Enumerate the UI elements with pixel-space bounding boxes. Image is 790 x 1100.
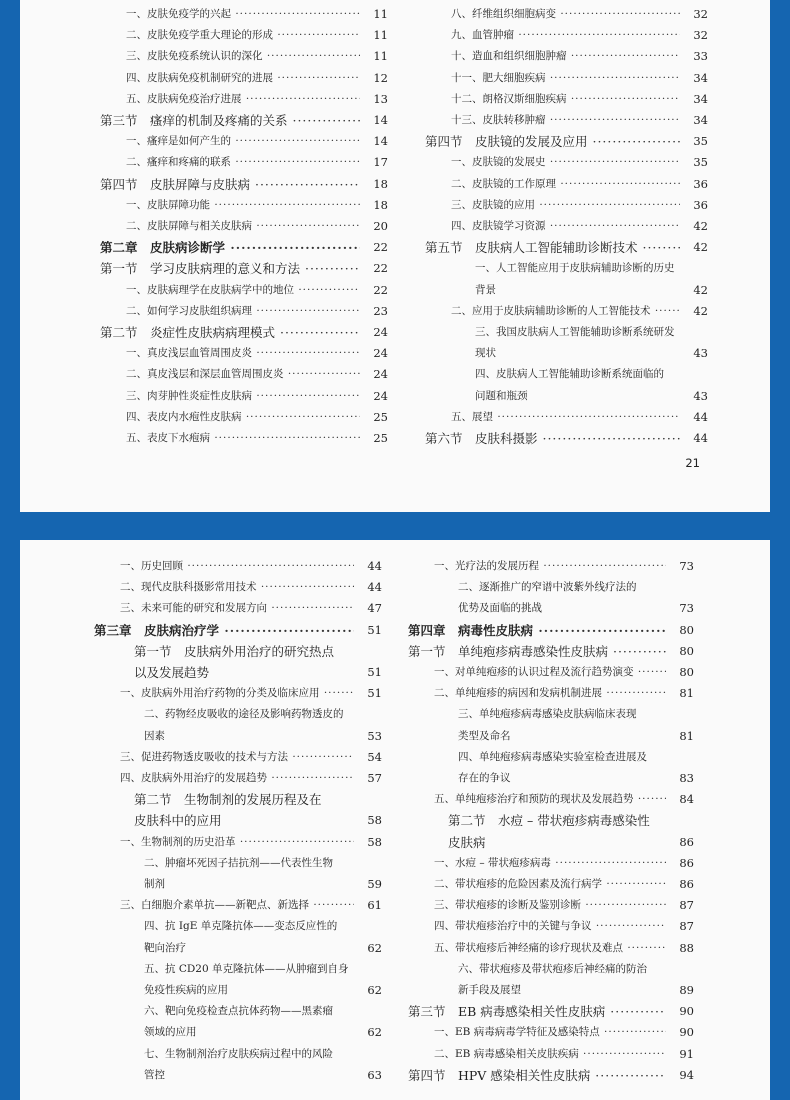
toc-entry-page: 47 bbox=[367, 601, 382, 616]
toc-entry-item bbox=[94, 1022, 382, 1043]
toc-entry-page: 89 bbox=[679, 983, 694, 997]
toc-entry-title: 一、水痘 – 带状疱疹病毒 ····· bbox=[408, 853, 666, 874]
toc-entry-item bbox=[94, 853, 382, 874]
toc-entry-title: 二、皮肤免疫学重大理论的形成 ····· bbox=[100, 25, 360, 46]
toc-entry-page: 18 bbox=[373, 197, 388, 212]
toc-entry-page: 14 bbox=[373, 134, 388, 149]
toc-entry-title: 四、抗 IgE 单克隆抗体——变态反应性的 bbox=[144, 920, 338, 933]
toc-entry-title: 三、皮肤镜的应用 ····· bbox=[425, 195, 680, 216]
toc-entry-title: 制剂 bbox=[144, 878, 165, 890]
toc-entry-title: 一、历史回顾 ····· bbox=[94, 556, 354, 577]
toc-entry-page: 24 bbox=[373, 346, 388, 361]
toc-entry-item bbox=[408, 1044, 694, 1065]
toc-entry-page: 84 bbox=[679, 792, 694, 807]
toc-entry-page: 51 bbox=[367, 665, 382, 679]
toc-entry-section bbox=[94, 789, 382, 810]
toc-entry-page: 43 bbox=[693, 346, 708, 361]
toc-entry-page: 36 bbox=[693, 176, 708, 191]
toc-entry-item bbox=[408, 874, 694, 895]
toc-entry-page: 12 bbox=[373, 70, 388, 85]
toc-entry-item bbox=[425, 46, 708, 67]
toc-entry-title: 第四节 HPV 感染相关性皮肤病 ····· bbox=[408, 1065, 666, 1086]
toc-entry-title: 第二节 水痘 – 带状疱疹病毒感染性 bbox=[448, 813, 650, 829]
toc-entry-section bbox=[94, 662, 382, 683]
toc-entry-item bbox=[408, 789, 694, 810]
toc-entry-section bbox=[408, 1001, 694, 1022]
toc-entry-page: 63 bbox=[367, 1067, 382, 1082]
toc-entry-item bbox=[100, 89, 388, 110]
toc-entry-title: 十三、皮肤转移肿瘤 ····· bbox=[425, 110, 680, 131]
toc-entry-page: 54 bbox=[367, 749, 382, 764]
toc-entry-page: 80 bbox=[679, 622, 694, 637]
toc-entry-title: 新手段及展望 bbox=[458, 984, 521, 996]
toc-entry-item bbox=[100, 195, 388, 216]
toc-entry-title: 五、带状疱疹后神经痛的诊疗现状及难点 ····· bbox=[408, 938, 666, 959]
toc-entry-page: 22 bbox=[373, 261, 388, 276]
toc-entry-item bbox=[408, 747, 694, 768]
toc-entry-section bbox=[94, 641, 382, 662]
toc-entry-item bbox=[408, 683, 694, 704]
toc-entry-section bbox=[408, 832, 694, 853]
toc-entry-page: 81 bbox=[679, 686, 694, 701]
toc-entry-title: 四、皮肤病免疫机制研究的进展 ····· bbox=[100, 68, 360, 89]
toc-entry-title: 一、皮肤病外用治疗药物的分类及临床应用 ····· bbox=[94, 683, 354, 704]
toc-entry-page: 80 bbox=[679, 665, 694, 679]
toc-entry-page: 25 bbox=[373, 409, 388, 424]
toc-entry-item bbox=[94, 1001, 382, 1022]
toc-entry-title: 三、促进药物透皮吸收的技术与方法 ····· bbox=[94, 747, 354, 768]
toc-entry-page: 11 bbox=[373, 28, 388, 43]
toc-entry-section bbox=[425, 237, 708, 258]
toc-entry-page: 58 bbox=[367, 813, 382, 828]
toc-entry-title: 一、生物制剂的历史沿革 ····· bbox=[94, 832, 354, 853]
toc-entry-page: 35 bbox=[693, 134, 708, 149]
toc-entry-title: 四、表皮内水疱性皮肤病 ····· bbox=[100, 407, 360, 428]
toc-entry-page: 14 bbox=[373, 113, 388, 127]
toc-entry-page: 22 bbox=[373, 282, 388, 297]
toc-entry-page: 53 bbox=[367, 728, 382, 743]
toc-entry-item bbox=[94, 726, 382, 747]
toc-entry-item bbox=[94, 704, 382, 725]
toc-entry-section bbox=[408, 641, 694, 662]
toc-entry-page: 20 bbox=[373, 219, 388, 233]
toc-entry-title: 三、白细胞介素单抗——新靶点、新选择 ····· bbox=[94, 895, 354, 916]
toc-entry-title: 一、人工智能应用于皮肤病辅助诊断的历史 bbox=[475, 262, 675, 275]
toc-entry-title: 类型及命名 bbox=[458, 729, 511, 742]
toc-entry-section bbox=[100, 258, 388, 279]
toc-entry-title: 五、皮肤病免疫治疗进展 ····· bbox=[100, 89, 360, 110]
toc-entry-title: 问题和瓶颈 bbox=[475, 389, 528, 402]
toc-entry-title: 三、带状疱疹的诊断及鉴别诊断 ····· bbox=[408, 895, 666, 916]
toc-entry-item bbox=[408, 768, 694, 789]
toc-entry-page: 42 bbox=[693, 219, 708, 233]
toc-entry-title: 四、带状疱疹治疗中的关键与争议 ····· bbox=[408, 916, 666, 937]
toc-entry-title: 一、皮肤镜的发展史 ····· bbox=[425, 152, 680, 173]
toc-entry-item bbox=[408, 853, 694, 874]
toc-entry-page: 42 bbox=[693, 303, 708, 318]
toc-entry-item bbox=[408, 959, 694, 980]
toc-entry-item bbox=[425, 89, 708, 110]
toc-entry-page: 62 bbox=[367, 940, 382, 955]
toc-entry-item bbox=[100, 25, 388, 46]
toc-entry-title: 第一节 单纯疱疹病毒感染性皮肤病 ····· bbox=[408, 641, 666, 662]
toc-page-upper bbox=[20, 0, 770, 512]
toc-entry-item bbox=[425, 152, 708, 173]
toc-entry-title: 第三节 EB 病毒感染相关性皮肤病 ····· bbox=[408, 1001, 666, 1022]
toc-entry-page: 32 bbox=[693, 7, 708, 21]
toc-entry-title: 第二节 生物制剂的发展历程及在 bbox=[134, 792, 322, 808]
toc-entry-item bbox=[100, 152, 388, 173]
toc-entry-page: 18 bbox=[373, 176, 388, 191]
toc-entry-title: 第四节 皮肤屏障与皮肤病 ····· bbox=[100, 174, 360, 195]
toc-entry-title: 皮肤病 bbox=[448, 834, 486, 850]
toc-entry-page: 83 bbox=[679, 771, 694, 785]
toc-entry-title: 一、瘙痒是如何产生的 ····· bbox=[100, 131, 360, 152]
toc-entry-title: 二、带状疱疹的危险因素及流行病学 ····· bbox=[408, 874, 666, 895]
toc-entry-item bbox=[94, 577, 382, 598]
toc-entry-page: 42 bbox=[693, 282, 708, 297]
toc-entry-title: 第三章 皮肤病治疗学 ····· bbox=[94, 620, 354, 641]
toc-entry-item bbox=[94, 556, 382, 577]
toc-entry-item bbox=[425, 364, 708, 385]
toc-entry-page: 44 bbox=[367, 580, 382, 595]
toc-entry-item bbox=[425, 407, 708, 428]
toc-entry-page: 35 bbox=[693, 155, 708, 170]
toc-entry-item bbox=[425, 386, 708, 407]
toc-entry-title: 第四节 皮肤镜的发展及应用 ····· bbox=[425, 131, 680, 152]
toc-entry-item bbox=[100, 280, 388, 301]
toc-entry-item bbox=[100, 386, 388, 407]
toc-entry-title: 三、未来可能的研究和发展方向 ····· bbox=[94, 598, 354, 619]
toc-entry-section bbox=[100, 110, 388, 131]
toc-entry-item bbox=[425, 216, 708, 237]
toc-entry-title: 十、造血和组织细胞肿瘤 ····· bbox=[425, 46, 680, 67]
toc-entry-section bbox=[408, 810, 694, 831]
toc-entry-page: 86 bbox=[679, 855, 694, 870]
toc-entry-title: 第六节 皮肤科摄影 ····· bbox=[425, 428, 680, 449]
toc-entry-item bbox=[100, 4, 388, 25]
toc-entry-title: 第一节 学习皮肤病理的意义和方法 ····· bbox=[100, 258, 360, 279]
toc-entry-title: 五、表皮下水疱病 ····· bbox=[100, 428, 360, 449]
toc-entry-page: 94 bbox=[679, 1067, 694, 1082]
toc-entry-title: 七、生物制剂治疗皮肤疾病过程中的风险 bbox=[144, 1047, 333, 1060]
toc-entry-page: 24 bbox=[373, 388, 388, 403]
toc-entry-item bbox=[94, 895, 382, 916]
toc-entry-page: 42 bbox=[693, 240, 708, 255]
toc-entry-title: 存在的争议 bbox=[458, 772, 511, 784]
toc-entry-page: 87 bbox=[679, 898, 694, 913]
toc-entry-item bbox=[100, 364, 388, 385]
toc-entry-item bbox=[100, 68, 388, 89]
toc-entry-item bbox=[100, 428, 388, 449]
toc-entry-title: 二、真皮浅层和深层血管周围皮炎 ····· bbox=[100, 364, 360, 385]
toc-entry-item bbox=[408, 704, 694, 725]
toc-entry-title: 二、肿瘤坏死因子拮抗剂——代表性生物 bbox=[144, 856, 333, 869]
toc-entry-page: 51 bbox=[367, 622, 382, 637]
toc-entry-item bbox=[425, 4, 708, 25]
toc-entry-title: 五、展望 ····· bbox=[425, 407, 680, 428]
toc-entry-page: 11 bbox=[373, 7, 388, 21]
toc-entry-title: 九、血管肿瘤 ····· bbox=[425, 25, 680, 46]
toc-entry-title: 六、带状疱疹及带状疱疹后神经痛的防治 bbox=[458, 962, 647, 975]
toc-entry-item bbox=[100, 301, 388, 322]
toc-entry-item bbox=[94, 874, 382, 895]
toc-entry-page: 32 bbox=[693, 28, 708, 43]
toc-entry-page: 44 bbox=[693, 409, 708, 424]
toc-entry-page: 88 bbox=[679, 940, 694, 955]
toc-entry-page: 24 bbox=[373, 367, 388, 382]
toc-entry-item bbox=[94, 1065, 382, 1086]
toc-entry-page: 11 bbox=[373, 49, 388, 64]
toc-entry-title: 靶向治疗 bbox=[144, 941, 186, 954]
toc-entry-item bbox=[425, 301, 708, 322]
toc-entry-title: 三、皮肤免疫系统认识的深化 ····· bbox=[100, 46, 360, 67]
toc-entry-title: 一、皮肤屏障功能 ····· bbox=[100, 195, 360, 216]
toc-entry-item bbox=[408, 598, 694, 619]
toc-entry-page: 91 bbox=[679, 1046, 694, 1061]
toc-entry-item bbox=[94, 832, 382, 853]
toc-entry-title: 领域的应用 bbox=[144, 1026, 197, 1039]
toc-entry-title: 二、现代皮肤科摄影常用技术 ····· bbox=[94, 577, 354, 598]
toc-entry-page: 43 bbox=[693, 388, 708, 403]
toc-entry-page: 17 bbox=[373, 155, 388, 170]
toc-entry-page: 90 bbox=[679, 1004, 694, 1019]
toc-entry-item bbox=[94, 683, 382, 704]
toc-entry-item bbox=[425, 322, 708, 343]
toc-entry-page: 34 bbox=[693, 70, 708, 85]
toc-entry-title: 管控 bbox=[144, 1068, 165, 1081]
toc-entry-page: 81 bbox=[679, 728, 694, 743]
toc-entry-title: 四、皮肤病人工智能辅助诊断系统面临的 bbox=[475, 368, 664, 381]
toc-entry-title: 十二、朗格汉斯细胞疾病 ····· bbox=[425, 89, 680, 110]
toc-entry-item bbox=[100, 407, 388, 428]
toc-entry-page: 34 bbox=[693, 91, 708, 106]
toc-entry-title: 六、靶向免疫检查点抗体药物——黑素瘤 bbox=[144, 1005, 333, 1018]
toc-entry-item bbox=[408, 916, 694, 937]
toc-entry-title: 第五节 皮肤病人工智能辅助诊断技术 ····· bbox=[425, 237, 680, 258]
toc-entry-page: 61 bbox=[367, 898, 382, 913]
toc-entry-item bbox=[408, 726, 694, 747]
toc-entry-item bbox=[425, 25, 708, 46]
toc-entry-page: 58 bbox=[367, 834, 382, 849]
toc-entry-title: 三、单纯疱疹病毒感染皮肤病临床表现 bbox=[458, 708, 637, 721]
toc-entry-item bbox=[408, 662, 694, 683]
toc-entry-title: 二、单纯疱疹的病因和发病机制进展 ····· bbox=[408, 683, 666, 704]
toc-entry-item bbox=[94, 938, 382, 959]
toc-entry-item bbox=[94, 768, 382, 789]
toc-entry-item bbox=[100, 46, 388, 67]
toc-entry-item bbox=[408, 980, 694, 1001]
toc-entry-page: 34 bbox=[693, 113, 708, 127]
toc-entry-item bbox=[408, 895, 694, 916]
toc-entry-title: 第二节 炎症性皮肤病病理模式 ····· bbox=[100, 322, 360, 343]
toc-entry-page: 62 bbox=[367, 1025, 382, 1040]
toc-entry-item bbox=[94, 980, 382, 1001]
toc-entry-title: 背景 bbox=[475, 283, 496, 296]
toc-entry-item bbox=[425, 110, 708, 131]
toc-entry-title: 四、单纯疱疹病毒感染实验室检查进展及 bbox=[458, 750, 647, 763]
toc-entry-section bbox=[425, 428, 708, 449]
toc-entry-item bbox=[425, 280, 708, 301]
toc-entry-page: 24 bbox=[373, 325, 388, 339]
toc-entry-section bbox=[94, 810, 382, 831]
toc-entry-title: 五、抗 CD20 单克隆抗体——从肿瘤到自身 bbox=[144, 962, 349, 975]
toc-entry-page: 86 bbox=[679, 877, 694, 891]
toc-entry-page: 86 bbox=[679, 834, 694, 849]
toc-entry-item bbox=[425, 68, 708, 89]
toc-entry-title: 一、光疗法的发展历程 ····· bbox=[408, 556, 666, 577]
toc-entry-title: 十一、肥大细胞疾病 ····· bbox=[425, 68, 680, 89]
toc-entry-title: 第二章 皮肤病诊断学 ····· bbox=[100, 237, 360, 258]
toc-entry-title: 一、皮肤免疫学的兴起 ····· bbox=[100, 4, 360, 25]
toc-entry-page: 73 bbox=[679, 601, 694, 616]
toc-entry-page: 44 bbox=[693, 431, 708, 445]
toc-entry-item bbox=[425, 343, 708, 364]
toc-entry-section bbox=[100, 322, 388, 343]
toc-entry-title: 三、肉芽肿性炎症性皮肤病 ····· bbox=[100, 386, 360, 407]
toc-entry-title: 免疫性疾病的应用 bbox=[144, 984, 228, 996]
toc-entry-item bbox=[408, 938, 694, 959]
toc-entry-item bbox=[408, 556, 694, 577]
toc-entry-title: 优势及面临的挑战 bbox=[458, 602, 542, 615]
toc-entry-title: 一、对单纯疱疹的认识过程及流行趋势演变 ····· bbox=[408, 662, 666, 683]
toc-entry-title: 三、我国皮肤病人工智能辅助诊断系统研发 bbox=[475, 326, 675, 338]
toc-entry-item bbox=[408, 1022, 694, 1043]
toc-entry-item bbox=[425, 174, 708, 195]
toc-entry-item bbox=[408, 577, 694, 598]
toc-entry-section bbox=[425, 131, 708, 152]
toc-entry-item bbox=[100, 216, 388, 237]
toc-entry-title: 二、EB 病毒感染相关皮肤疾病 ····· bbox=[408, 1044, 666, 1065]
toc-entry-section bbox=[100, 174, 388, 195]
toc-entry-section bbox=[408, 1065, 694, 1086]
toc-entry-page: 33 bbox=[693, 49, 708, 64]
toc-entry-page: 90 bbox=[679, 1025, 694, 1040]
toc-entry-page: 87 bbox=[679, 919, 694, 934]
toc-entry-title: 第一节 皮肤病外用治疗的研究热点 bbox=[134, 643, 335, 659]
toc-entry-page: 51 bbox=[367, 686, 382, 701]
toc-entry-page: 73 bbox=[679, 559, 694, 573]
toc-entry-title: 八、纤维组织细胞病变 ····· bbox=[425, 4, 680, 25]
toc-entry-page: 44 bbox=[367, 559, 382, 573]
toc-entry-page: 36 bbox=[693, 197, 708, 212]
toc-entry-page: 59 bbox=[367, 877, 382, 891]
toc-entry-page: 22 bbox=[373, 240, 388, 255]
toc-entry-item bbox=[100, 131, 388, 152]
toc-page-lower bbox=[20, 540, 770, 1100]
toc-entry-title: 以及发展趋势 bbox=[134, 665, 210, 680]
toc-entry-title: 二、如何学习皮肤组织病理 ····· bbox=[100, 301, 360, 322]
toc-entry-title: 五、单纯疱疹治疗和预防的现状及发展趋势 ····· bbox=[408, 789, 666, 810]
toc-entry-title: 一、真皮浅层血管周围皮炎 ····· bbox=[100, 343, 360, 364]
toc-entry-item bbox=[94, 598, 382, 619]
toc-entry-title: 四、皮肤病外用治疗的发展趋势 ····· bbox=[94, 768, 354, 789]
toc-entry-title: 二、皮肤屏障与相关皮肤病 ····· bbox=[100, 216, 360, 237]
toc-entry-title: 二、逐渐推广的窄谱中波紫外线疗法的 bbox=[458, 581, 637, 594]
toc-entry-title: 第四章 病毒性皮肤病 ····· bbox=[408, 620, 666, 641]
toc-entry-chapter bbox=[408, 620, 694, 641]
toc-entry-page: 57 bbox=[367, 771, 382, 785]
toc-entry-title: 二、瘙痒和疼痛的联系 ····· bbox=[100, 152, 360, 173]
toc-entry-item bbox=[425, 258, 708, 279]
toc-entry-title: 二、应用于皮肤病辅助诊断的人工智能技术 ····· bbox=[425, 301, 680, 322]
toc-entry-page: 13 bbox=[373, 91, 388, 106]
toc-entry-page: 80 bbox=[679, 643, 694, 658]
toc-entry-title: 第三节 瘙痒的机制及疼痛的关系 ····· bbox=[100, 110, 360, 131]
page-number: 21 bbox=[685, 456, 700, 470]
toc-entry-title: 四、皮肤镜学习资源 ····· bbox=[425, 216, 680, 237]
toc-entry-title: 因素 bbox=[144, 729, 165, 742]
toc-entry-item bbox=[94, 916, 382, 937]
toc-entry-item bbox=[425, 195, 708, 216]
toc-entry-page: 23 bbox=[373, 303, 388, 318]
toc-entry-item bbox=[94, 959, 382, 980]
toc-entry-item bbox=[100, 343, 388, 364]
toc-entry-chapter bbox=[100, 237, 388, 258]
toc-entry-title: 一、皮肤病理学在皮肤病学中的地位 ····· bbox=[100, 280, 360, 301]
toc-entry-title: 二、药物经皮吸收的途径及影响药物透皮的 bbox=[144, 708, 344, 721]
toc-entry-chapter bbox=[94, 620, 382, 641]
toc-entry-page: 25 bbox=[373, 431, 388, 445]
toc-entry-page: 62 bbox=[367, 983, 382, 997]
toc-entry-item bbox=[94, 1044, 382, 1065]
toc-entry-title: 皮肤科中的应用 bbox=[134, 813, 222, 829]
toc-entry-title: 一、EB 病毒病毒学特征及感染特点 ····· bbox=[408, 1022, 666, 1043]
toc-entry-item bbox=[94, 747, 382, 768]
toc-entry-title: 现状 bbox=[475, 347, 496, 360]
toc-entry-title: 二、皮肤镜的工作原理 ····· bbox=[425, 174, 680, 195]
